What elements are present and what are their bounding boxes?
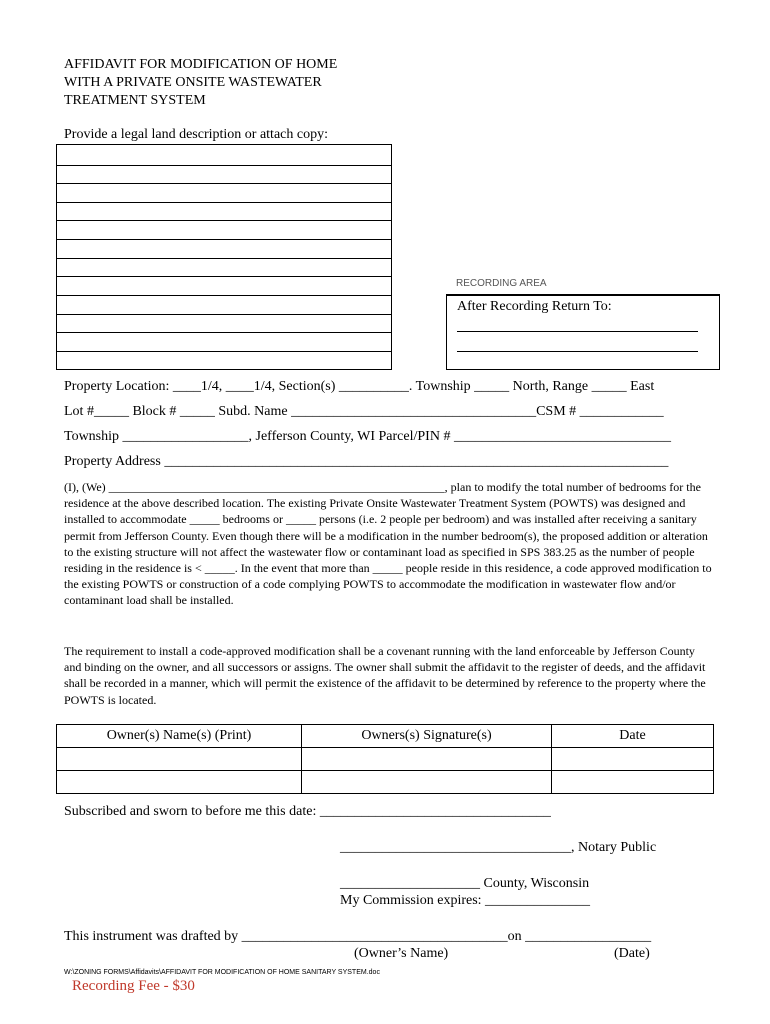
date-header: Date — [552, 725, 714, 748]
statement-text: (I), (We) ________________________________________________________, plan to modify the total number of bedrooms for the residence at the above described location. The existing Private Onsite Wastewater Treatment System (POWTS) was designed and installed to accommodate _____ bedrooms or _____ persons (i.e. 2 people per bedroom) and was installed after receiving a sanitary permit from Jefferson County. Even though there will be a modification in the number bedroom(s), the proposed addition or alteration to the existing structure will not affect the wastewater flow or contaminant load as specified in SPS 383.25 as the number of people residing in the residence is < _____. In the event that more than _____ people reside in this residence, a code approved modification to the existing POWTS or construction of a code complying POWTS to accommodate the modification in wastewater flow and/or contaminant load shall be installed. — [64, 480, 712, 608]
sworn-date-field[interactable]: Subscribed and sworn to before me this date: _________________________________ — [64, 804, 551, 819]
lot-block-field[interactable]: Lot #_____ Block # _____ Subd. Name ___________________________________CSM # ____________ — [64, 404, 664, 419]
date-caption: (Date) — [614, 946, 650, 961]
file-path-footer: W:\ZONING FORMS\Affidavits\AFFIDAVIT FOR MODIFICATION OF HOME SANITARY SYSTEM.doc — [64, 969, 380, 976]
owner-name-header: Owner(s) Name(s) (Print) — [57, 725, 302, 748]
title-line-1: AFFIDAVIT FOR MODIFICATION OF HOME — [64, 57, 338, 72]
date-cell[interactable] — [552, 771, 714, 794]
return-to-box — [446, 294, 720, 370]
legal-description-line[interactable] — [57, 165, 391, 166]
legal-description-box[interactable] — [56, 144, 392, 370]
return-to-line[interactable] — [457, 351, 698, 352]
document-title — [64, 56, 337, 110]
legal-description-line[interactable] — [57, 295, 391, 296]
owner-name-cell[interactable] — [57, 771, 302, 794]
title-line-3: TREATMENT SYSTEM — [64, 93, 206, 108]
drafted-by-field[interactable]: This instrument was drafted by ______________________________________on __________________ — [64, 929, 652, 944]
table-row — [57, 771, 714, 794]
commission-expires-field[interactable]: My Commission expires: _______________ — [340, 893, 591, 908]
property-location-field[interactable]: Property Location: ____1/4, ____1/4, Section(s) __________. Township _____ North, Range _____ East — [64, 379, 655, 394]
legal-description-line[interactable] — [57, 314, 391, 315]
legal-description-line[interactable] — [57, 258, 391, 259]
owner-signature-cell[interactable] — [302, 771, 552, 794]
legal-description-line[interactable] — [57, 220, 391, 221]
covenant-text: The requirement to install a code-approved modification shall be a covenant running with the land enforceable by Jefferson County and binding on the owner, and all successors or assigns. The owner shall submit the affidavit to the register of deeds, and the affidavit shall be recorded in a manner, which will permit the existence of the affidavit to be determined by reference to the property where the POWTS is located. — [64, 644, 706, 707]
legal-description-line[interactable] — [57, 239, 391, 240]
legal-description-line[interactable] — [57, 332, 391, 333]
owner-signature-header: Owners(s) Signature(s) — [302, 725, 552, 748]
recording-fee: Recording Fee - $30 — [72, 978, 195, 994]
owner-name-cell[interactable] — [57, 748, 302, 771]
covenant-paragraph — [64, 643, 714, 708]
title-line-2: WITH A PRIVATE ONSITE WASTEWATER — [64, 75, 322, 90]
statement-paragraph — [64, 479, 714, 609]
table-row — [57, 748, 714, 771]
legal-description-prompt: Provide a legal land description or attach copy: — [64, 127, 328, 142]
recording-area-label: RECORDING AREA — [456, 278, 547, 289]
owner-signature-cell[interactable] — [302, 748, 552, 771]
property-address-field[interactable]: Property Address ________________________________________________________________________ — [64, 454, 669, 469]
return-to-label: After Recording Return To: — [457, 299, 612, 314]
legal-description-line[interactable] — [57, 202, 391, 203]
date-cell[interactable] — [552, 748, 714, 771]
legal-description-line[interactable] — [57, 351, 391, 352]
notary-public-field[interactable]: _________________________________, Notary Public — [340, 840, 657, 855]
township-parcel-field[interactable]: Township __________________, Jefferson County, WI Parcel/PIN # _______________________________ — [64, 429, 671, 444]
owner-signature-table — [56, 724, 714, 794]
legal-description-line[interactable] — [57, 183, 391, 184]
return-to-line[interactable] — [457, 331, 698, 332]
owners-name-caption: (Owner’s Name) — [354, 946, 449, 961]
county-field[interactable]: ____________________ County, Wisconsin — [340, 876, 590, 891]
legal-description-line[interactable] — [57, 276, 391, 277]
